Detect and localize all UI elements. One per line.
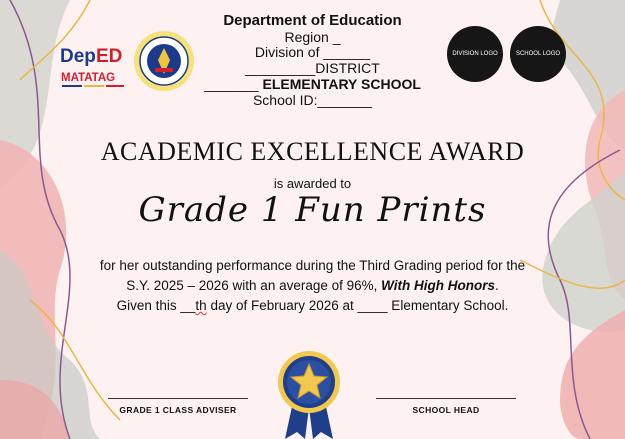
school-id-line: School ID:_______	[252, 92, 373, 108]
body-line-1: for her outstanding performance during the Third Grading period for the	[99, 258, 526, 273]
school-logo: SCHOOL LOGO	[510, 26, 566, 82]
svg-text:MATATAG: MATATAG	[61, 72, 116, 84]
district-line: _________DISTRICT	[245, 60, 380, 76]
region-line: Region _	[284, 29, 341, 45]
head-label: SCHOOL HEAD	[412, 405, 480, 415]
given-text-end: day of February 2026 at ____ Elementary School.	[206, 298, 509, 313]
school-prefix: _______	[204, 76, 263, 92]
adviser-signature-line	[108, 398, 248, 399]
body-line-3	[0, 296, 625, 316]
svg-text:ED: ED	[96, 46, 123, 67]
body-line-2	[0, 276, 625, 296]
head-signature-line	[376, 398, 516, 399]
department-name: Department of Education	[223, 12, 402, 29]
honors-text: With High Honors	[381, 278, 496, 293]
award-title: ACADEMIC EXCELLENCE AWARD	[100, 137, 525, 166]
division-logo: DIVISION LOGO	[447, 26, 503, 82]
adviser-label: GRADE 1 CLASS ADVISER	[119, 405, 237, 415]
school-name: ELEMENTARY SCHOOL	[262, 76, 421, 92]
division-line: Division of ______	[254, 44, 371, 60]
svg-text:Dep: Dep	[60, 46, 96, 67]
body-line-2-text: S.Y. 2025 – 2026 with an average of 96%,	[126, 278, 382, 293]
awarded-to: is awarded to	[273, 176, 352, 191]
recipient-name: Grade 1 Fun Prints	[138, 190, 487, 230]
medal	[277, 350, 341, 439]
medal-icon	[277, 350, 341, 439]
day-suffix: th	[195, 298, 207, 313]
given-text: Given this __	[116, 298, 196, 313]
body-line-2-end: .	[495, 278, 499, 293]
